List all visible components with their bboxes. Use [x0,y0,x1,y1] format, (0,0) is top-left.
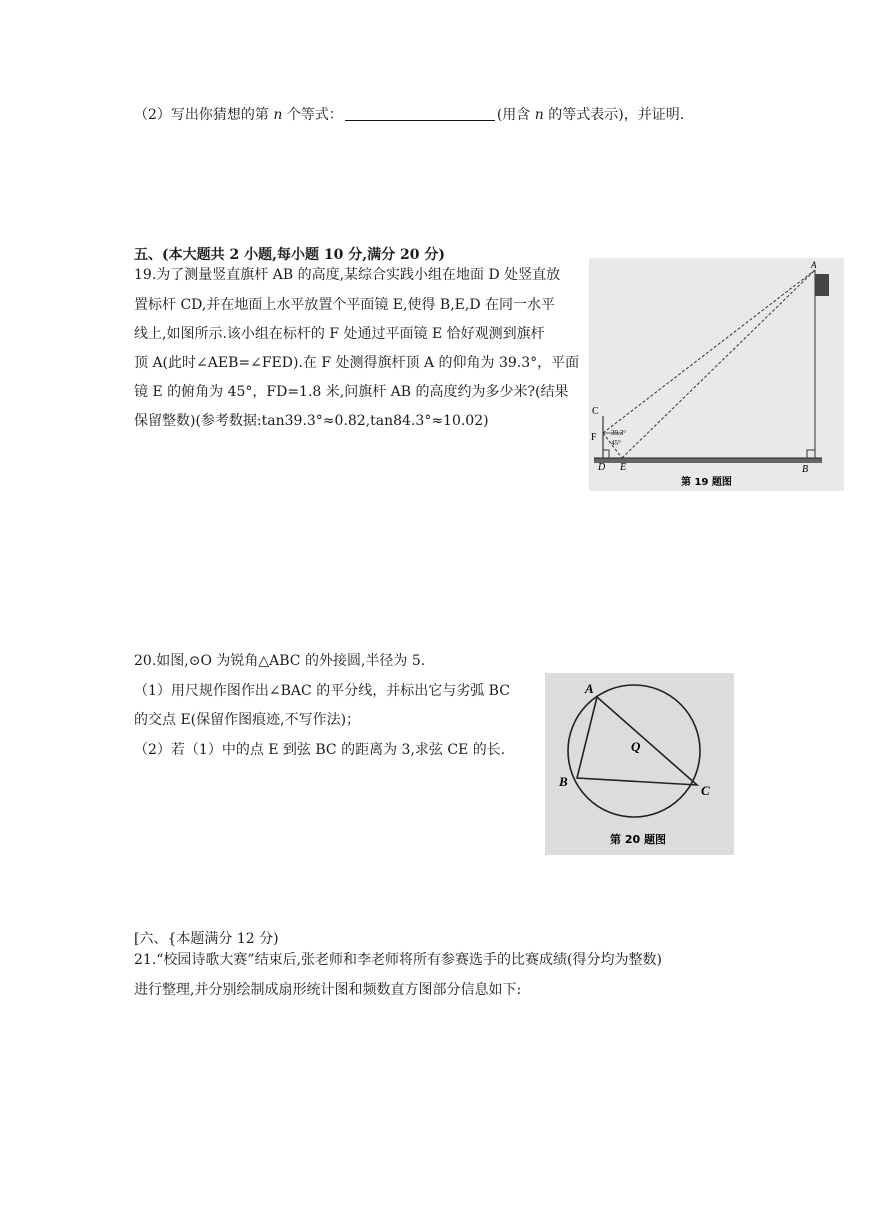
label-e: E [620,462,627,473]
q19-line-6: 保留整数)(参考数据:tan39.3°≈0.82,tan84.3°≈10.02) [134,413,489,429]
label-a: A [811,260,817,270]
label-a: A [585,681,594,696]
section-6-heading: [六、{本题满分 12 分) [134,931,279,947]
label-c: C [592,406,599,417]
q20-line-1: 20.如图,⊙O 为锐角△ABC 的外接圆,半径为 5. [134,653,426,669]
q18-part2-text-b: 个等式： [282,107,343,123]
q18-part2-text-e: 的等式表示)，并证明. [543,107,685,123]
figure-19-caption: 第 19 题图 [681,477,732,488]
figure-19 [589,258,844,491]
q18-part2-var-n2: n [534,107,544,123]
answer-blank[interactable] [345,106,495,121]
q21-line-2: 进行整理,并分别绘制成扇形统计图和频数直方图部分信息如下: [134,982,522,998]
section-5-heading: 五、(本大题共 2 小题,每小题 10 分,满分 20 分) [134,247,445,263]
q20-line-3: 的交点 E(保留作图痕迹,不写作法)； [134,712,361,728]
label-angle-45: 45° [611,439,621,447]
q20-line-4: （2）若（1）中的点 E 到弦 BC 的距离为 3,求弦 CE 的长. [134,742,506,758]
label-o: Q [631,739,641,754]
label-c: C [701,783,710,798]
label-angle-39: 39.3° [611,429,627,437]
figure-20 [545,673,734,855]
q20-line-2: （1）用尺规作图作出∠BAC 的平分线，并标出它与劣弧 BC [134,683,510,699]
q19-line-4: 顶 A(此时∠AEB=∠FED).在 F 处测得旗杆顶 A 的仰角为 39.3°，平面 [134,355,580,371]
q21-line-1: 21.“校园诗歌大赛”结束后,张老师和李老师将所有参赛选手的比赛成绩(得分均为整数) [134,952,662,968]
q19-line-1: 19.为了测量竖直旗杆 AB 的高度,某综合实践小组在地面 D 处竖直放 [134,267,561,283]
q18-part2-text-a: （2）写出你猜想的第 [134,107,274,123]
label-b: B [802,464,809,475]
label-d: D [598,462,606,473]
q19-line-3: 线上,如图所示.该小组在标杆的 F 处通过平面镜 E 恰好观测到旗杆 [134,326,545,342]
q18-part2-text-c: (用含 [496,107,535,123]
q19-line-2: 置标杆 CD,并在地面上水平放置个平面镜 E,使得 B,E,D 在同一水平 [134,297,555,313]
q19-line-5: 镜 E 的俯角为 45°，FD=1.8 米,问旗杆 AB 的高度约为多少米?(结果 [134,384,569,400]
label-b: B [559,774,568,789]
q18-part2-var-n: n [273,107,283,123]
figure-20-caption: 第 20 题图 [610,833,666,846]
label-f: F [591,432,597,443]
q18-part2-line [134,105,684,125]
